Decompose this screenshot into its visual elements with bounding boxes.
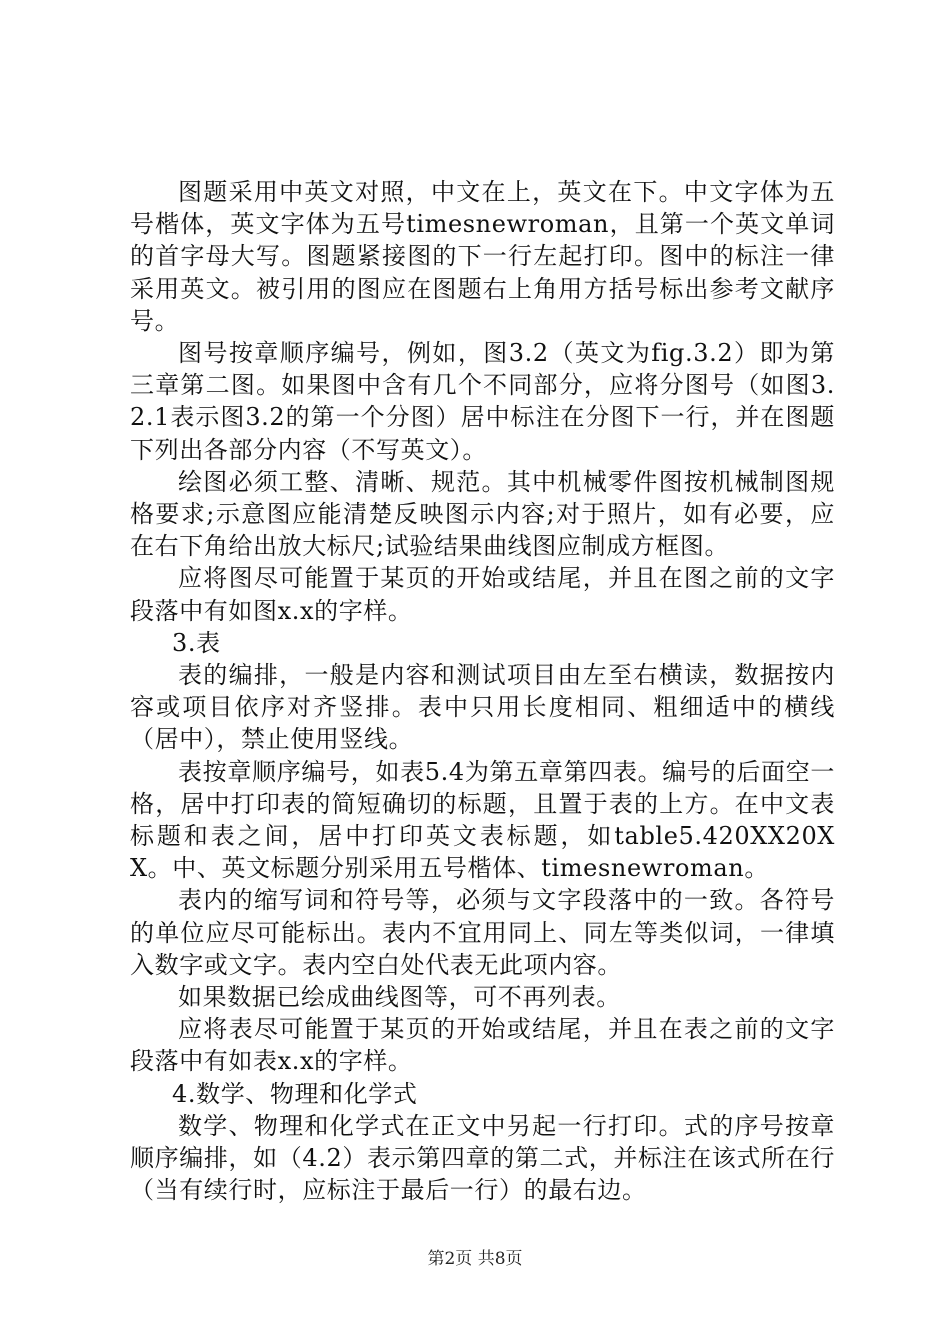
paragraph-figure-placement: 应将图尽可能置于某页的开始或结尾，并且在图之前的文字段落中有如图x.x的字样。 [130,564,835,625]
paragraph-table-vs-chart: 如果数据已绘成曲线图等，可不再列表。 [178,983,621,1012]
paragraph-figure-caption-rules: 图题采用中英文对照，中文在上，英文在下。中文字体为五号楷体，英文字体为五号timesnewroman，且第一个英文单词的首字母大写。图题紧接图的下一行左起打印。图中的标注一律采用英文。被引用的图应在图题右上角用方括号标出参考文献序号。 [130,178,835,335]
paragraph-table-symbols: 表内的缩写词和符号等，必须与文字段落中的一致。各符号的单位应尽可能标出。表内不宜用同上、同左等类似词，一律填入数字或文字。表内空白处代表无此项内容。 [130,886,835,979]
section-heading-tables: 3.表 [172,628,221,657]
page-number-footer: 第2页 共8页 [427,1249,523,1269]
paragraph-table-placement: 应将表尽可能置于某页的开始或结尾，并且在表之前的文字段落中有如表x.x的字样。 [130,1015,835,1076]
paragraph-formula-rules: 数学、物理和化学式在正文中另起一行打印。式的序号按章顺序编排，如（4.2）表示第四章的第二式，并标注在该式所在行（当有续行时，应标注于最后一行）的最右边。 [130,1111,835,1205]
document-body [130,176,835,1207]
paragraph-table-numbering: 表按章顺序编号，如表5.4为第五章第四表。编号的后面空一格，居中打印表的简短确切的标题，且置于表的上方。在中文表标题和表之间，居中打印英文表标题，如table5.420XX20XX。中、英文标题分别采用五号楷体、timesnewroman。 [130,757,835,883]
section-heading-formulas: 4.数学、物理和化学式 [172,1079,418,1108]
paragraph-table-layout: 表的编排，一般是内容和测试项目由左至右横读，数据按内容或项目依序对齐竖排。表中只用长度相同、粗细适中的横线（居中），禁止使用竖线。 [130,661,835,754]
paragraph-drawing-requirements: 绘图必须工整、清晰、规范。其中机械零件图按机械制图规格要求;示意图应能清楚反映图示内容;对于照片，如有必要，应在右下角给出放大标尺;试验结果曲线图应制成方框图。 [130,467,835,561]
paragraph-figure-numbering: 图号按章顺序编号，例如，图3.2（英文为fig.3.2）即为第三章第二图。如果图中含有几个不同部分，应将分图号（如图3.2.1表示图3.2的第一个分图）居中标注在分图下一行，并在图题下列出各部分内容（不写英文）。 [130,339,835,464]
